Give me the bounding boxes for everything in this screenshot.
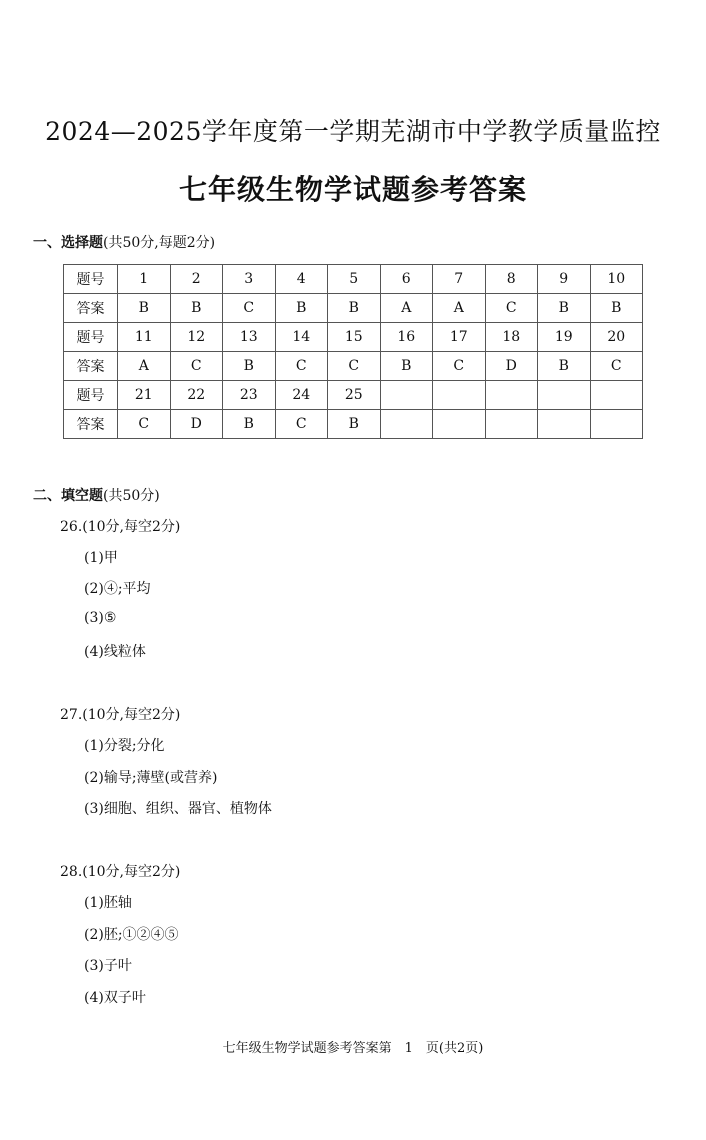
row-label: 题号 [64,265,118,294]
answer-table-row [64,410,643,439]
table-cell: B [118,294,171,323]
answer-table-row [64,352,643,381]
table-cell [380,410,433,439]
table-cell [380,381,433,410]
table-cell: B [328,294,381,323]
question-26-answer-3: (3)⑤ [84,610,117,626]
table-cell: C [485,294,538,323]
table-cell: 25 [328,381,381,410]
table-cell: C [328,352,381,381]
table-cell: 12 [170,323,223,352]
question-28-answer-4: (4)双子叶 [84,990,146,1006]
question-26-answer-2: (2)④;平均 [84,581,151,597]
table-cell: 22 [170,381,223,410]
table-cell [590,410,643,439]
answer-table-row [64,323,643,352]
question-27-answer-1: (1)分裂;分化 [84,738,165,754]
section-1-note: (共50分,每题2分) [103,235,216,251]
table-cell: 1 [118,265,171,294]
table-cell: 21 [118,381,171,410]
row-label: 答案 [64,410,118,439]
table-cell: B [538,294,591,323]
answer-key-title: 七年级生物学试题参考答案 [178,173,527,206]
exam-header-title: 2024—2025学年度第一学期芜湖市中学教学质量监控 [45,117,661,146]
multiple-choice-answer-table [63,264,643,439]
table-cell: 23 [223,381,276,410]
table-cell: C [275,410,328,439]
question-27-answer-2: (2)输导;薄壁(或营养) [84,770,218,786]
table-cell: B [590,294,643,323]
table-cell [590,381,643,410]
answer-table-row [64,381,643,410]
table-cell: C [590,352,643,381]
table-cell: B [538,352,591,381]
table-cell: 11 [118,323,171,352]
table-cell: B [275,294,328,323]
table-cell: C [118,410,171,439]
table-cell: 24 [275,381,328,410]
table-cell: B [223,410,276,439]
table-cell: B [223,352,276,381]
table-cell: 9 [538,265,591,294]
table-cell [433,381,486,410]
question-27-heading: 27.(10分,每空2分) [60,707,181,723]
section-1-heading [33,232,215,252]
table-cell [485,381,538,410]
question-28-answer-3: (3)子叶 [84,958,132,974]
table-cell: 3 [223,265,276,294]
question-28-answer-2: (2)胚;①②④⑤ [84,927,179,943]
answer-table-row [64,265,643,294]
question-26-answer-4: (4)线粒体 [84,644,146,660]
table-cell [433,410,486,439]
table-cell: C [170,352,223,381]
row-label: 答案 [64,352,118,381]
question-27-answer-3: (3)细胞、组织、器官、植物体 [84,801,272,817]
table-cell: 4 [275,265,328,294]
table-cell: 14 [275,323,328,352]
row-label: 题号 [64,381,118,410]
table-cell: 6 [380,265,433,294]
table-cell [485,410,538,439]
table-cell: B [328,410,381,439]
page-footer: 七年级生物学试题参考答案第 1 页(共2页) [222,1041,484,1056]
section-2-heading [33,485,160,505]
section-2-title: 二、填空题 [33,488,103,504]
row-label: 答案 [64,294,118,323]
table-cell: 5 [328,265,381,294]
answer-table-row [64,294,643,323]
table-cell: C [433,352,486,381]
table-cell: 7 [433,265,486,294]
table-cell: 10 [590,265,643,294]
table-cell: 8 [485,265,538,294]
table-cell: C [223,294,276,323]
table-cell: 18 [485,323,538,352]
question-26-heading: 26.(10分,每空2分) [60,519,181,535]
question-28-heading: 28.(10分,每空2分) [60,864,181,880]
table-cell: 19 [538,323,591,352]
table-cell [538,410,591,439]
table-cell: D [485,352,538,381]
section-1-title: 一、选择题 [33,235,103,251]
table-cell: B [380,352,433,381]
question-28-answer-1: (1)胚轴 [84,895,132,911]
table-cell: B [170,294,223,323]
question-26-answer-1: (1)甲 [84,550,118,566]
table-cell: 15 [328,323,381,352]
table-cell: 2 [170,265,223,294]
table-cell: 16 [380,323,433,352]
table-cell: 17 [433,323,486,352]
table-cell: C [275,352,328,381]
table-cell: D [170,410,223,439]
table-cell: A [433,294,486,323]
table-cell [538,381,591,410]
table-cell: A [380,294,433,323]
table-cell: 20 [590,323,643,352]
row-label: 题号 [64,323,118,352]
table-cell: A [118,352,171,381]
section-2-note: (共50分) [103,488,160,504]
table-cell: 13 [223,323,276,352]
